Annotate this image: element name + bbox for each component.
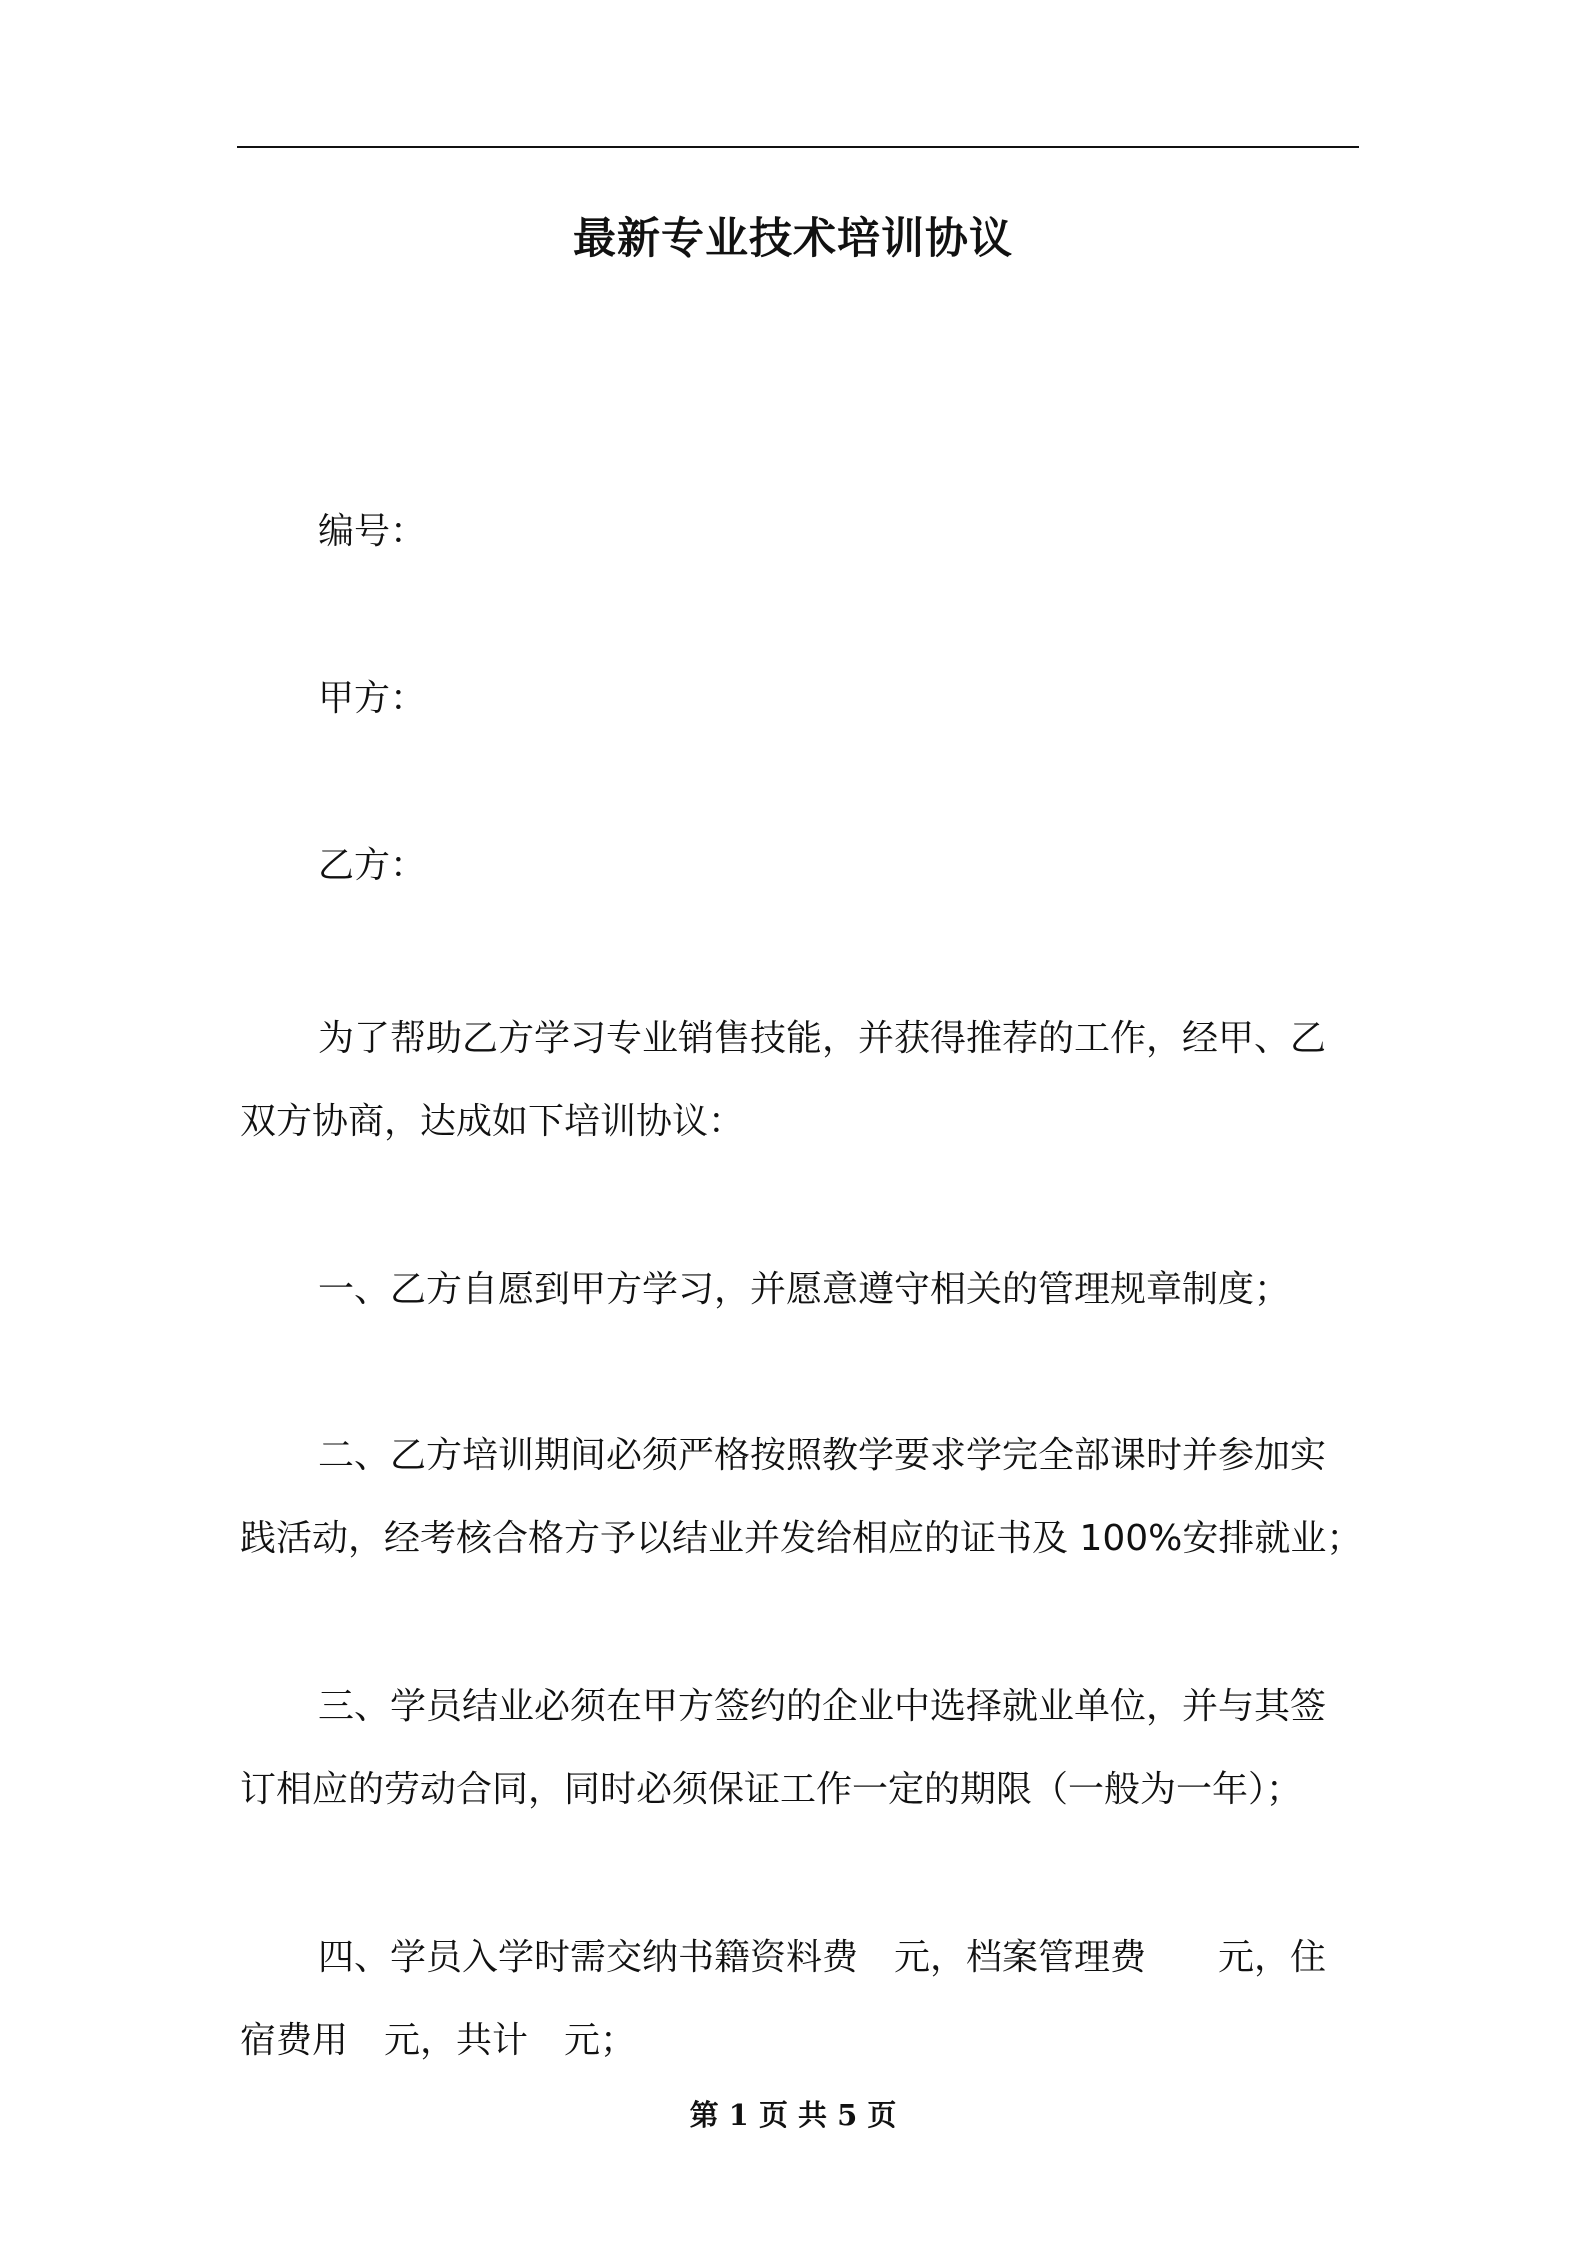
field-party-b-label: 乙方： — [318, 845, 427, 886]
intro-line-2: 双方协商，达成如下培训协议： — [240, 1101, 745, 1142]
clause-2-line-2: 践活动，经考核合格方予以结业并发给相应的证书及 100%安排就业； — [240, 1518, 1363, 1559]
field-party-a-label: 甲方： — [318, 678, 427, 719]
intro-line-1: 为了帮助乙方学习专业销售技能，并获得推荐的工作，经甲、乙 — [318, 1018, 1327, 1059]
clause-4-line-2: 宿费用 元，共计 元； — [240, 2020, 637, 2061]
document-title: 最新专业技术培训协议 — [573, 214, 1013, 264]
clause-3-line-2: 订相应的劳动合同，同时必须保证工作一定的期限（一般为一年）； — [240, 1769, 1303, 1810]
header-rule — [237, 146, 1359, 148]
clause-3-line-1: 三、学员结业必须在甲方签约的企业中选择就业单位，并与其签 — [318, 1686, 1327, 1727]
clause-1-line-1: 一、乙方自愿到甲方学习，并愿意遵守相关的管理规章制度； — [318, 1269, 1291, 1310]
clause-4-line-1: 四、学员入学时需交纳书籍资料费 元，档案管理费 元，住 — [318, 1937, 1327, 1978]
clause-2-line-1: 二、乙方培训期间必须严格按照教学要求学完全部课时并参加实 — [318, 1435, 1327, 1476]
field-number-label: 编号： — [318, 511, 427, 552]
page-footer: 第 1 页 共 5 页 — [689, 2098, 897, 2132]
